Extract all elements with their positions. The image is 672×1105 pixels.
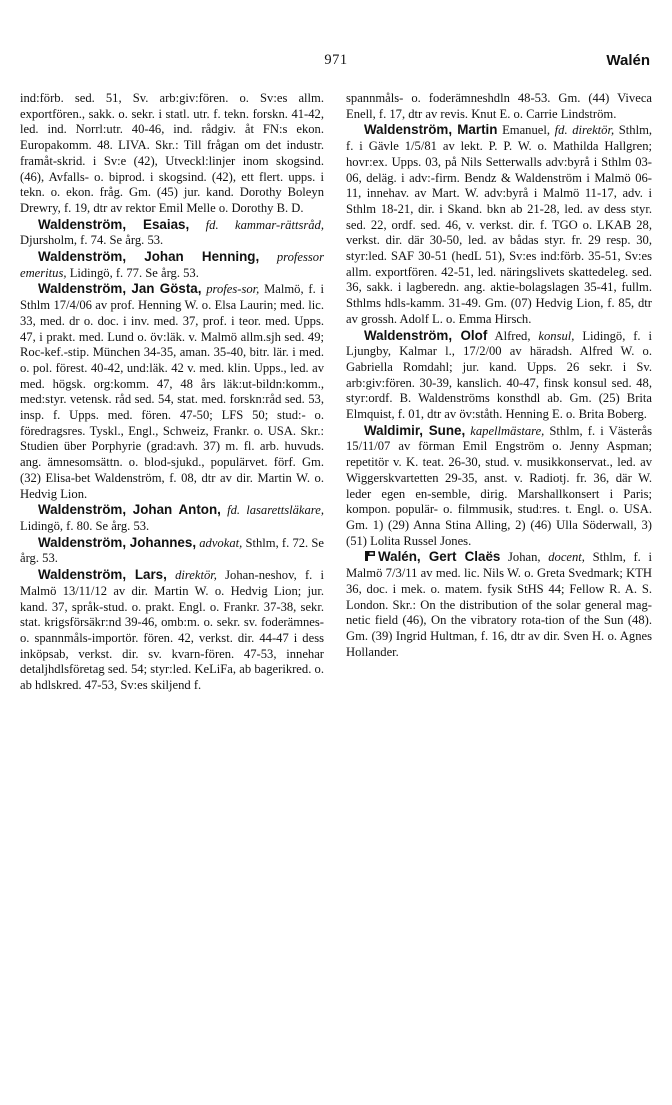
left-column: [20, 91, 324, 694]
calendar-flag-icon: [364, 550, 378, 566]
entry-headword: Waldenström, Jan Gösta,: [38, 281, 202, 297]
page-number: 971: [324, 52, 348, 68]
entry-headword: Waldenström, Johannes,: [38, 534, 197, 550]
entry-waldenstrom-johan-anton: [20, 502, 324, 534]
entry-waldenstrom-johan-henning: [20, 249, 324, 281]
entry-given-names: Johan,: [508, 550, 541, 565]
entry-title: fd. kammar-rättsråd,: [205, 217, 324, 232]
entry-headword: Waldenström, Olof: [364, 327, 488, 343]
entry-title: kapellmästare,: [470, 423, 545, 438]
entry-title: profes-sor,: [206, 282, 260, 297]
entry-given-names: Alfred,: [494, 328, 531, 343]
entry-headword: Waldenström, Lars,: [38, 567, 167, 583]
entry-title: fd. lasarettsläkare,: [227, 503, 324, 518]
entry-continuation: spannmåls- o. foderämneshdln 48-53. Gm. (44) Viveca Enell, f. 17, dtr av revis. Knut E. o. Carrie Lindström.: [346, 91, 652, 121]
entry-headword: Waldenström, Esaias,: [38, 216, 190, 232]
entry-waldenstrom-lars: [20, 567, 324, 694]
entry-body: Malmö, f. i Sthlm 17/4/06 av prof. Henning W. o. Elsa Laurin; med. lic. 33, med. dr o. doc. i inv. med. 37, prof. i teor. med. Upps. 47, i prakt. med. Lund o. öv:läk. v. Malmö allm.sjh sed. 49; Roc-kef.-stip. München 34-35, aman. 35-40, bitr. lär. i med. o. pol. förest. 40-42, und:läk. 42 v. med. klin. Upps., led. av med. högsk. org:komm. 47, 48 års läk:ut-bildn:komm., med:styr. vetensk. råd sed. 54, stat. med. forskn:råd sed. 53, insp. f. Upps. med. fören. 47-50; LFS 50; stud:- o. föredragsres. Tyskl., Engl., Schweiz, Frankr. o. USA. Skr.: Studien über Porphyrie (grad:avh. 37) m. fl. arb. huvuds. ang. ämnesomsättn. o. blod-sjukd., populärvet. förf. Gm. (32) Elisa-bet Waldenström, f. 08, dtr av dir. Martin W. o. Hedvig Lion.: [20, 282, 324, 501]
entry-waldenstrom-olof: [346, 328, 652, 423]
entry-body: Lidingö, f. 80. Se årg. 53.: [20, 518, 150, 533]
entry-headword: Waldenström, Johan Anton,: [38, 502, 221, 518]
entry-walen-gert: [346, 549, 652, 660]
entry-waldenstrom-esaias: [20, 217, 324, 249]
right-column: [346, 91, 652, 660]
entry-title: docent,: [548, 550, 585, 565]
entry-title: konsul,: [538, 328, 575, 343]
entry-waldenstrom-martin: [346, 122, 652, 327]
entry-title: advokat,: [199, 535, 243, 550]
entry-body: Sthlm, f. i Malmö 7/3/11 av med. lic. Nils W. o. Greta Svedmark; KTH 36, doc. i mek. o. matem. fysik StHS 44; Fellow R. A. S. London. Skr.: On the distribution of the solar general mag-netic field (46), On the vibratory rota-tion of the Sun (48). Gm. (39) Ingrid Hultman, f. 16, dtr av dir. Sven H. o. Agnes Hollander.: [346, 550, 652, 659]
entry-title: fd. direktör,: [554, 123, 615, 138]
entry-body: Sthlm, f. i Gävle 1/5/81 av lekt. P. P. W. o. Mathilda Hallgren; hovr:ex. Upps. 03, på Nils Setterwalls adv:byrå i Sthlm 03-06, deläg. i adv:-firm. Bendz & Waldenström i Malmö 06-11, innehav. av Mart. W. adv:byrå i Malmö 11-17, adv. i Sthlm 18-21, dir. i Skand. bkn ab 21-28, led. av dess styr. sed. 22, ordf. sed. 46, v. verkst. dir. f. TGO o. LKAB 28, verkst. dir. där 30-50, led. av bådas styr. fr. 29 resp. 30, styr:led. SAF 30-51 (hedL 51), Sv:es ind:förb. 35-51, Sv:es allm. exportfören. 42-51, led. näringslivets skattedeleg. sed. 36, sakk. i lagberedn. ang. aktie-bolagslagen 35-41, fullm. Sthlms hdls-kamm. 31-49. Gm. (07) Hedvig Lion, f. 85, dtr av grossh. Adolf L. o. Emma Hirsch.: [346, 123, 653, 326]
entry-body: Sthlm, f. i Västerås 15/11/07 av förman Emil Engström o. Jenny Aspman; repetitör v. K. teat. 26-30, stud. v. musikkonservat., led. av Wiggerskvartetten 29-35, anst. v. Radiotj. fr. 36, där W. leder egen en-semble, dirig. Marshallkonsert i Paris; kompon. populär- o. filmmusik, stud:res. t. Engl. o. USA. Gm. 1) (29) Anna Stina Alling, 2) (46) Ulla Söderwall, 3) (51) Lolita Russel Jones.: [346, 423, 652, 548]
entry-body: Johan-neshov, f. i Malmö 13/11/12 av dir. Martin W. o. Hedvig Lion; jur. kand. 37, språk-stud. o. prakt. Engl. o. Frankr. 37-38, sekr. stat. krigsförsäkr:nd 39-46, omb:m. o. sekr. sv. foderämnes- o. spannmåls-importör. fören. 42, verkst. dir. 44-47 i dess inköpsab, verkst. dir. sv. kvarn-fören. 47-53, innehar detaljhdlsföretag sed. 54; styr:led. KeLiFa, ab bagerikred. o. ab hdlskred. 47-53, Sv:es skiljend f.: [20, 568, 324, 693]
entry-body: Lidingö, f. i Ljungby, Kalmar l., 17/2/00 av häradsh. Alfred W. o. Gabriella Romdahl; jur. kand. Upps. 26 sekr. i Sv. arb:giv:fören. 30-39, kanslich. 40-47, finsk konsul sed. 48, styr:ordf. B. Waldenströms konsthdl ab. Gm. (25) Brita Elmquist, f. 01, dtr av öv:ståth. Henning E. o. Brita Boberg.: [346, 328, 652, 422]
entry-headword: Waldenström, Johan Henning,: [38, 249, 260, 265]
entry-waldenstrom-johannes: [20, 535, 324, 567]
entry-continuation: ind:förb. sed. 51, Sv. arb:giv:fören. o. Sv:es allm. exportfören., sakk. o. sekr. i statl. utr. f. tekn. forskn. 41-42, led. ind. Norrl:utr. 40-46, ind. rådgiv. åt FN:s ekon. Europakomm. 48. LIVA. Skr.: Till frågan om det industr. framåt-skrid. i Sv:e (42), Utveckl:linjer inom skogsind. (46), Avfalls- o. biprod. i skogsind. (42), ett flert. upps. i tekn. o. ekon. fråg. Gm. (45) jur. kand. Dorothy Boleyn Drewry, f. 19, dtr av rektor Emil Melle o. Dorothy B. D.: [20, 91, 324, 215]
running-head: Walén: [606, 52, 650, 69]
entry-given-names: Emanuel,: [502, 123, 551, 138]
entry-body: Sthlm, f. 72. Se årg. 53.: [20, 535, 324, 566]
entry-title: professor emeritus,: [20, 250, 324, 280]
entry-body: Djursholm, f. 74. Se årg. 53.: [20, 233, 164, 248]
entry-waldimir-sune: [346, 423, 652, 550]
entry-headword: Waldenström, Martin: [364, 122, 498, 138]
entry-headword: Walén, Gert Claës: [378, 549, 501, 565]
entry-waldenstrom-jan: [20, 281, 324, 502]
entry-body: Lidingö, f. 77. Se årg. 53.: [69, 265, 199, 280]
entry-title: direktör,: [175, 568, 217, 583]
entry-headword: Waldimir, Sune,: [364, 422, 466, 438]
